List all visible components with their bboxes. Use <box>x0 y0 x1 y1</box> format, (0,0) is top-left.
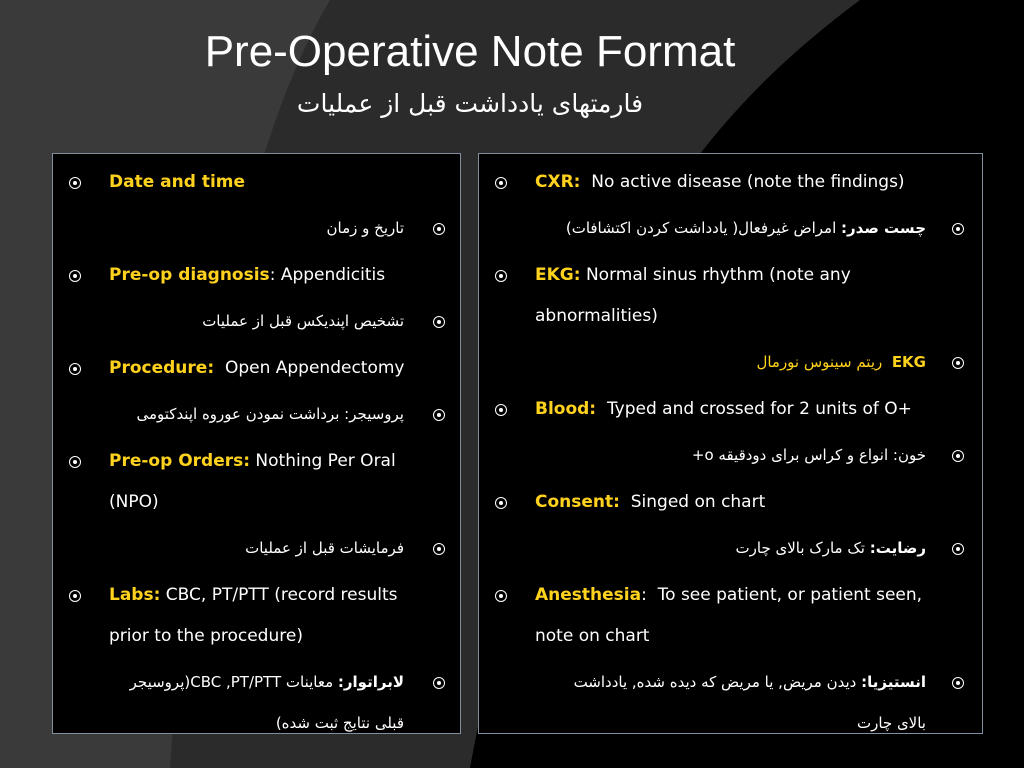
bullet-icon <box>69 456 81 468</box>
bullet-icon <box>69 590 81 602</box>
consent-value: Singed on chart <box>630 492 766 512</box>
bullet-icon <box>495 590 507 602</box>
bullet-icon <box>69 363 81 375</box>
page-subtitle: فارمتهای یادداشت قبل از عملیات <box>296 89 644 118</box>
bullet-icon <box>69 270 81 282</box>
consent-fa-label: رضایت: <box>869 539 926 557</box>
ekg-value-cont: abnormalities) <box>535 306 658 326</box>
labs-value-cont: prior to the procedure) <box>109 626 303 646</box>
ekg-fa-value: ریتم سینوس نورمال <box>756 353 883 371</box>
consent-fa-value: تک مارک بالای چارت <box>735 539 870 557</box>
ekg-value: Normal sinus rhythm (note any <box>580 265 851 285</box>
blood-label: Blood: <box>535 399 597 419</box>
bullet-icon <box>433 543 445 555</box>
anesthesia-label: Anesthesia <box>535 585 642 605</box>
cxr-fa-value: امراض غیرفعال( یادداشت کردن اکتشافات) <box>565 219 842 237</box>
date-label: Date and time <box>109 172 246 192</box>
diagnosis-label: Pre-op diagnosis <box>109 265 270 285</box>
orders-value-cont: (NPO) <box>109 492 159 512</box>
ekg-fa-label: EKG <box>891 353 926 371</box>
bullet-icon <box>952 450 964 462</box>
bullet-icon <box>495 497 507 509</box>
bullet-icon <box>952 543 964 555</box>
procedure-fa-text: پروسیجر: برداشت نمودن عوروه اپندکتومی <box>136 405 404 423</box>
labs-fa-label: لابراتوار: <box>337 673 404 691</box>
procedure-value: Open Appendectomy <box>224 358 405 378</box>
cxr-value: No active disease (note the findings) <box>591 172 905 192</box>
orders-value: Nothing Per Oral <box>250 451 396 471</box>
cxr-fa-label: چست صدر: <box>841 219 926 237</box>
diagnosis-fa-text: تشخیص اپندیکس قبل از عملیات <box>202 312 404 330</box>
ekg-label: EKG: <box>535 265 581 285</box>
bullet-icon <box>433 223 445 235</box>
bullet-icon <box>495 270 507 282</box>
bullet-icon <box>495 177 507 189</box>
orders-label: Pre-op Orders: <box>109 451 251 471</box>
procedure-label: Procedure: <box>109 358 215 378</box>
orders-fa-text: فرمایشات قبل از عملیات <box>245 539 404 557</box>
anesthesia-value: To see patient, or patient seen, <box>657 585 923 605</box>
anesthesia-fa-value: دیدن مریض, یا مریض که دیده شده, یادداشت <box>573 673 862 691</box>
bullet-icon <box>495 404 507 416</box>
consent-label: Consent: <box>535 492 620 512</box>
bullet-icon <box>433 316 445 328</box>
left-panel: Date and time تاریخ و زمان Pre-op diagnosis: Appendicitis تشخیص اپندیکس قبل از عملیات Procedure: Open Appendectomy پروسیجر: برداشت نمودن عوروه اپندکتومی Pre-op Orders: Nothing Per Oral (NPO) فرمایشات قبل از عملیات Labs: CBC, PT/PTT (record results prior to the procedure) لابراتوار: معاینات CBC ,PT/PTT(پروسیجر قبلی نتایج ثبت شده) <box>52 153 461 734</box>
blood-fa-text: خون: انواع و کراس برای دودقیقه o+ <box>691 446 926 464</box>
page-title: Pre-Operative Note Format <box>204 27 736 76</box>
diagnosis-value: Appendicitis <box>275 265 386 285</box>
anesthesia-value-cont: note on chart <box>535 626 650 646</box>
anesthesia-fa-label: انستیزیا: <box>861 673 926 691</box>
blood-value: Typed and crossed for 2 units of O+ <box>606 399 912 419</box>
labs-fa-value: معاینات CBC ,PT/PTT(پروسیجر <box>129 673 338 691</box>
labs-value: CBC, PT/PTT (record results <box>160 585 398 605</box>
bullet-icon <box>69 177 81 189</box>
bullet-icon <box>433 677 445 689</box>
cxr-label: CXR: <box>535 172 581 192</box>
date-fa-text: تاریخ و زمان <box>326 219 404 237</box>
bullet-icon <box>433 409 445 421</box>
anesthesia-fa-value-cont: بالای چارت <box>856 714 926 732</box>
labs-fa-value-cont: قبلی نتایج ثبت شده) <box>275 714 404 732</box>
right-panel: CXR: No active disease (note the findings) چست صدر: امراض غیرفعال( یادداشت کردن اکتشافات) EKG: Normal sinus rhythm (note any abnormalities) EKG ریتم سینوس نورمال Blood: Typed and crossed for 2 units of O+ خون: انواع و کراس برای دودقیقه o+ Consent: Singed on chart رضایت: تک مارک بالای چارت Anesthesia: To see patient, or patient seen, note on chart انستیزیا: دیدن مریض, یا مریض که دیده شده, یادداشت بالای چارت <box>478 153 983 734</box>
labs-label: Labs: <box>109 585 161 605</box>
bullet-icon <box>952 357 964 369</box>
bullet-icon <box>952 677 964 689</box>
bullet-icon <box>952 223 964 235</box>
